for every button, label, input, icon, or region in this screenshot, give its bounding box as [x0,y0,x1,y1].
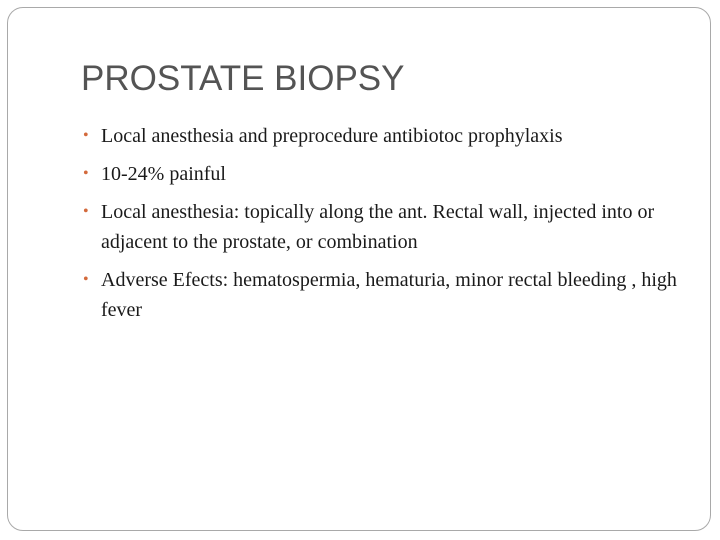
bullet-text: Local anesthesia: topically along the ant. Rectal wall, injected into or adjacent to the prostate, or combination [101,201,655,253]
bullet-text: Local anesthesia and preprocedure antibiotoc prophylaxis [101,125,563,147]
bullet-item [81,197,681,257]
bullet-item [81,121,681,151]
bullet-text: Adverse Efects: hematospermia, hematuria, minor rectal bleeding , high fever [101,269,677,321]
bullet-item [81,265,681,325]
bullet-item [81,159,681,189]
slide-title: PROSTATE BIOPSY [81,59,405,98]
bullet-list [81,121,681,333]
bullet-text: 10-24% painful [101,163,226,185]
bullet-dot-icon: • [83,127,89,144]
bullet-dot-icon: • [83,203,89,220]
bullet-dot-icon: • [83,271,89,288]
bullet-dot-icon: • [83,165,89,182]
